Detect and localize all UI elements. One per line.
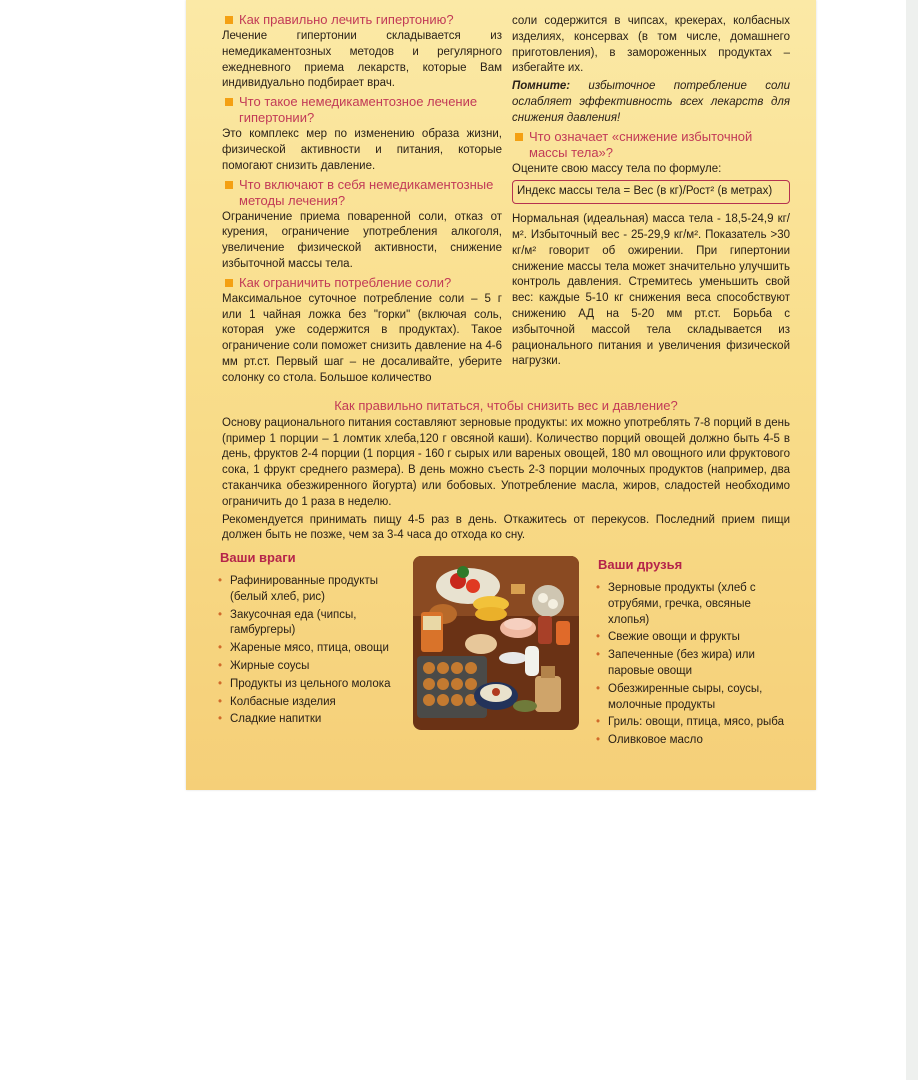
paragraph: Нормальная (идеальная) масса тела - 18,5-24,9 кг/м². Избыточный вес - 25-29,9 кг/м². Показатель >30 кг/м² говорит об ожирении. При гипертонии снижение массы тела может значительно улучшить контроль давления. Стремитесь уменьшить свой вес: каждые 5-10 кг снижения веса способствуют снижению АД на 5-20 мм рт.ст. Борьба с избыточной массой тела складывается из рационального питания и увеличения физической нагрузки. — [512, 213, 790, 368]
section-title: Как правильно питаться, чтобы снизить вес и давление? — [334, 398, 678, 413]
enemies-list — [218, 574, 398, 730]
enemies-title: Ваши враги — [220, 550, 296, 565]
note-label: Помните: — [512, 80, 571, 93]
paragraph: соли содержится в чипсах, крекерах, колбасных изделиях, консервах (в том числе, домашнего приготовления), в замороженных продуктах – избегайте их. — [512, 15, 790, 75]
nutrition-section — [222, 398, 790, 546]
list-item: • Рафинированные продукты (белый хлеб, рис) — [218, 574, 398, 606]
list-item: • Гриль: овощи, птица, мясо, рыба — [596, 715, 788, 731]
list-item: • Колбасные изделия — [218, 695, 398, 711]
question-heading: Как правильно лечить гипертонию? — [222, 12, 502, 28]
square-bullet-icon — [225, 181, 233, 189]
question-heading: Как ограничить потребление соли? — [222, 275, 502, 291]
right-column — [512, 14, 790, 372]
formula-intro: Оцените свою массу тела по формуле: — [512, 162, 722, 175]
question-heading: Что такое немедикаментозное лечение гипертонии? — [222, 94, 502, 126]
list-item: • Запеченные (без жира) или паровые овощи — [596, 648, 788, 680]
left-column — [222, 10, 502, 389]
list-item: • Закусочная еда (чипсы, гамбургеры) — [218, 608, 398, 640]
paragraph: Рекомендуется принимать пищу 4-5 раз в день. Откажитесь от перекусов. Последний прием пищи должен быть не позже, чем за 3-4 часа до отхода ко сну. — [222, 513, 790, 542]
list-item: • Свежие овощи и фрукты — [596, 630, 788, 646]
paragraph: Ограничение приема поваренной соли, отказ от курения, ограничение употребления алкоголя, увеличение физической активности, снижение избыточной массы тела. — [222, 210, 502, 270]
list-item: • Оливковое масло — [596, 733, 788, 749]
question-heading: Что включают в себя немедикаментозные методы лечения? — [222, 177, 502, 209]
list-item: • Обезжиренные сыры, соусы, молочные продукты — [596, 682, 788, 714]
list-item: • Жирные соусы — [218, 659, 398, 675]
square-bullet-icon — [225, 98, 233, 106]
list-item: • Жареные мясо, птица, овощи — [218, 641, 398, 657]
friends-title: Ваши друзья — [598, 557, 683, 572]
food-illustration — [413, 556, 579, 730]
square-bullet-icon — [515, 133, 523, 141]
square-bullet-icon — [225, 279, 233, 287]
note-text: избыточное потребление соли ослабляет эффективность всех лекарств для снижения давления! — [512, 80, 790, 124]
list-item: • Зерновые продукты (хлеб с отрубями, гречка, овсяные хлопья) — [596, 581, 788, 628]
paragraph: Максимальное суточное потребление соли – 5 г или 1 чайная ложка без "горки" (включая соль, которая уже содержится в продуктах). Такое ограничение соли поможет снизить давление на 4-6 мм рт.ст. Первый шаг – не досаливайте, уберите солонку со стола. Большое количество — [222, 292, 502, 384]
paragraph: Лечение гипертонии складывается из немедикаментозных методов и регулярного ежедневного приема лекарств, которые Вам индивидуально подбирает врач. — [222, 30, 502, 90]
friends-list — [596, 581, 788, 751]
bmi-formula-box: Индекс массы тела = Вес (в кг)/Рост² (в метрах) — [512, 180, 790, 204]
list-item: • Сладкие напитки — [218, 712, 398, 728]
scan-edge — [906, 0, 918, 1080]
note — [512, 79, 790, 126]
food-photo — [413, 556, 579, 730]
list-item: • Продукты из цельного молока — [218, 677, 398, 693]
paragraph: Основу рационального питания составляют зерновые продукты: их можно употреблять 7-8 порций в день (пример 1 порции – 1 ломтик хлеба,120 г овсяной каши). Количество порций овощей должно быть 4-5 в день, фруктов 2-4 порции (1 порция - 160 г сырых или вареных овощей, 180 мл овощного или фруктового сока, 1 фрукт среднего размера). В день можно съесть 2-3 порции молочных продуктов (например, два стаканчика обезжиренного йогурта) или бобовых. Употребление масла, жиров, сладостей необходимо ограничить до 1 раза в неделю. — [222, 416, 790, 508]
question-heading: Что означает «снижение избыточной массы тела»? — [512, 129, 790, 161]
square-bullet-icon — [225, 16, 233, 24]
paragraph: Это комплекс мер по изменению образа жизни, физической активности и питания, которые помогают снизить давление. — [222, 128, 502, 172]
